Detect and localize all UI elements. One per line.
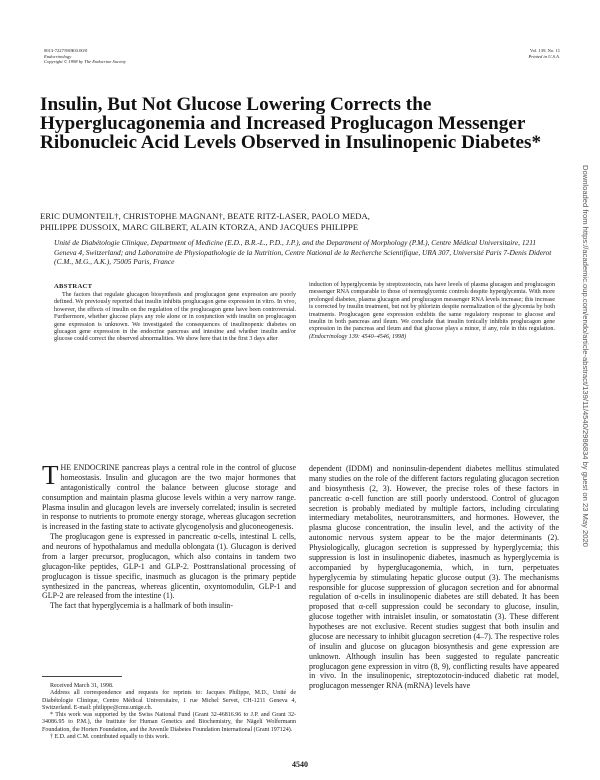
article-title: Insulin, But Not Glucose Lowering Corrects the Hyperglucagonemia and Increased Proglucagon Messenger Ribonucleic Acid Levels Observed in Insulinopenic Diabetes* (40, 94, 542, 154)
page-number: 4540 (292, 760, 308, 769)
abstract-column-2-text: induction of hyperglycemia by streptozotocin, rats have levels of plasma glucagon and proglucagon messenger RNA comparable to those of normoglycemic controls despite hyperglycemia. With more prolonged diabetes, plasma glucagon and proglucagon messenger RNA levels increase; this increase is corrected by insulin treatment, but not by phlorizin despite normalization of the glycemia by both treatments. Proglucagon gene expression exhibits the same regulatory response to glucose and insulin in both pancreas and ileum. We conclude that insulin tonically inhibits proglucagon gene expression in the pancreas and ileum and that glucose plays a minor, if any, role in this regulation. (309, 282, 555, 333)
affiliation: Unité de Diabétologie Clinique, Department of Medicine (E.D., B.R.-L., P.D., J.P.), and the Department of Morphology (P.M.), Centre Médical Universitaire, 1211 Geneva 4, Switzerland; and Laboratoire de Physiopathologie de la Nutrition, Centre National de la Recherche Scientifique, URA 307, Université Paris 7-Denis Diderot (C.M., M.G., A.K.), 75005 Paris, France (54, 238, 552, 266)
abstract-citation: (Endocrinology 139: 4540–4546, 1998) (309, 333, 407, 340)
volume: Vol. 139, No. 11 (529, 48, 560, 53)
journal-name: Endocrinology (44, 53, 72, 59)
journal-header-right (440, 48, 560, 59)
footnote-funding: * This work was supported by the Swiss National Fund (Grant 32-46816.96 to J.P. and Grant 32-34086.95 to P.M.), the Institute for Human Genetics and Biochemistry, the Nägeli Wolfermann Foundation, the Horten Foundation, and the Juvenile Diabetes Foundation International (Grant 197124). (42, 712, 296, 733)
footnote-correspondence: Address all correspondence and requests for reprints to: Jacques Philippe, M.D., Unité de Diabétologie Clinique, Centre Médical Universitaire, 1 rue Michel Servet, CH-1211 Geneva 4, Switzerland. E-mail: philippe@cmu.unige.ch. (42, 690, 296, 711)
download-watermark (578, 165, 592, 705)
intro-paragraph-4: dependent (IDDM) and noninsulin-dependent diabetes mellitus stimulated many studies on the role of the different factors regulating glucagon secretion and biosynthesis (2, 3). However, the precise roles of these factors in pancreatic α-cell function are still poorly understood. Control of glucagon secretion is probably mediated by multiple factors, including circulating intermediary metabolites, neurotransmitters, and hormones. However, the plasma glucose concentration, the insulin level, and the activity of the autonomic nervous system appear to be the major determinants (2). Physiologically, glucagon secretion is suppressed by hyperglycemia; this suppression is lost in insulinopenic diabetes, inasmuch as hyperglycemia is accompanied by hyperglucagonemia, which, in turn, perpetuates hyperglycemia by stimulating hepatic glucose output (3). The mechanisms responsible for glucose suppression of glucagon secretion and for abnormal regulation of α-cells in insulinopenic diabetes are still debated. It has been proposed that α-cell suppression could be secondary to glucose, insulin, glucose together with intraislet insulin, or somatostatin (3). These different hypotheses are not exclusive. Recent studies suggest that both insulin and glucose are necessary to inhibit glucagon secretion (4–7). The respective roles of insulin and glucose on glucagon biosynthesis and gene expression are unknown. Although insulin has been suggested to regulate pancreatic proglucagon gene expression in vitro (8, 9), conflicting results have appeared in vivo. In the insulinopenic, streptozotocin-induced diabetic rat model, proglucagon messenger RNA (mRNA) levels have (309, 464, 559, 691)
issn: 0013-7227/98/$03.00/0 (44, 48, 88, 53)
abstract-heading: ABSTRACT (54, 283, 93, 290)
footnote-equal-contribution: † E.D. and C.M. contributed equally to this work. (50, 733, 170, 740)
intro-paragraph-3: The fact that hyperglycemia is a hallmark of both insulin- (50, 601, 234, 611)
author-line-1: ERIC DUMONTEIL†, CHRISTOPHE MAGNAN†, BEATE RITZ-LASER, PAOLO MEDA, (40, 211, 371, 221)
intro-paragraph-2: The proglucagon gene is expressed in pancreatic α-cells, intestinal L cells, and neurons of hypothalamus and medulla oblongata (1). Glucagon is derived from a larger precursor, proglucagon, which also contains in tandem two glucagon-like peptides, GLP-1 and GLP-2. Posttranslational processing of proglucagon is tissue specific, inasmuch as glucagon is the primary peptide synthesized in the pancreas, whereas glicentin, oxyntomodulin, GLP-1 and GLP-2 are released from the intestine (1). (42, 532, 296, 601)
author-line-2: PHILIPPE DUSSOIX, MARC GILBERT, ALAIN KTORZA, AND JACQUES PHILIPPE (40, 222, 359, 232)
abstract-column-1: The factors that regulate glucagon biosynthesis and proglucagon gene expression are poorly defined. We previously reported that insulin inhibits proglucagon gene expression in vitro. In vivo, however, the effects of insulin on the regulation of the proglucagon gene have been controversial. Furthermore, whether glucose plays any role alone or in conjunction with insulin on proglucagon gene expression is unknown. We investigated the consequences of insulinopenic diabetes on glucagon gene expression in the endocrine pancreas and intestine and whether insulin and/or glucose could correct the observed abnormalities. We show here that in the first 3 days after (54, 292, 296, 343)
intro-paragraph-1 (42, 460, 296, 532)
footnote-received: Received March 31, 1998. (50, 683, 114, 689)
download-watermark-text: Downloaded from https://academic.oup.com/endo/article-abstract/139/11/4540/2986834 by guest on 23 May 2020 (581, 165, 590, 547)
abstract-column-2 (309, 282, 555, 341)
intro-text-1: HE ENDOCRINE pancreas plays a central role in the control of glucose homeostasis. Insulin and glucagon are the two major hormones that antagonistically control the balance between glucose storage and consumption and maintain plasma glucose levels within a very narrow range. Plasma insulin and glucagon levels are inversely correlated; insulin is secreted in response to nutrients to promote energy storage, whereas glucagon secretion is increased in the fasting state to activate glycogenolysis and gluconeogenesis. (42, 463, 296, 532)
footnotes (42, 683, 296, 741)
body-column-2 (309, 464, 559, 691)
copyright: Copyright © 1998 by The Endocrine Society (44, 59, 126, 65)
drop-cap: T (42, 460, 59, 490)
journal-header-left (44, 48, 244, 65)
body-column-1 (42, 460, 296, 611)
author-list (40, 211, 555, 233)
printed-in: Printed in U.S.A. (528, 53, 560, 59)
footnote-divider (42, 676, 122, 677)
